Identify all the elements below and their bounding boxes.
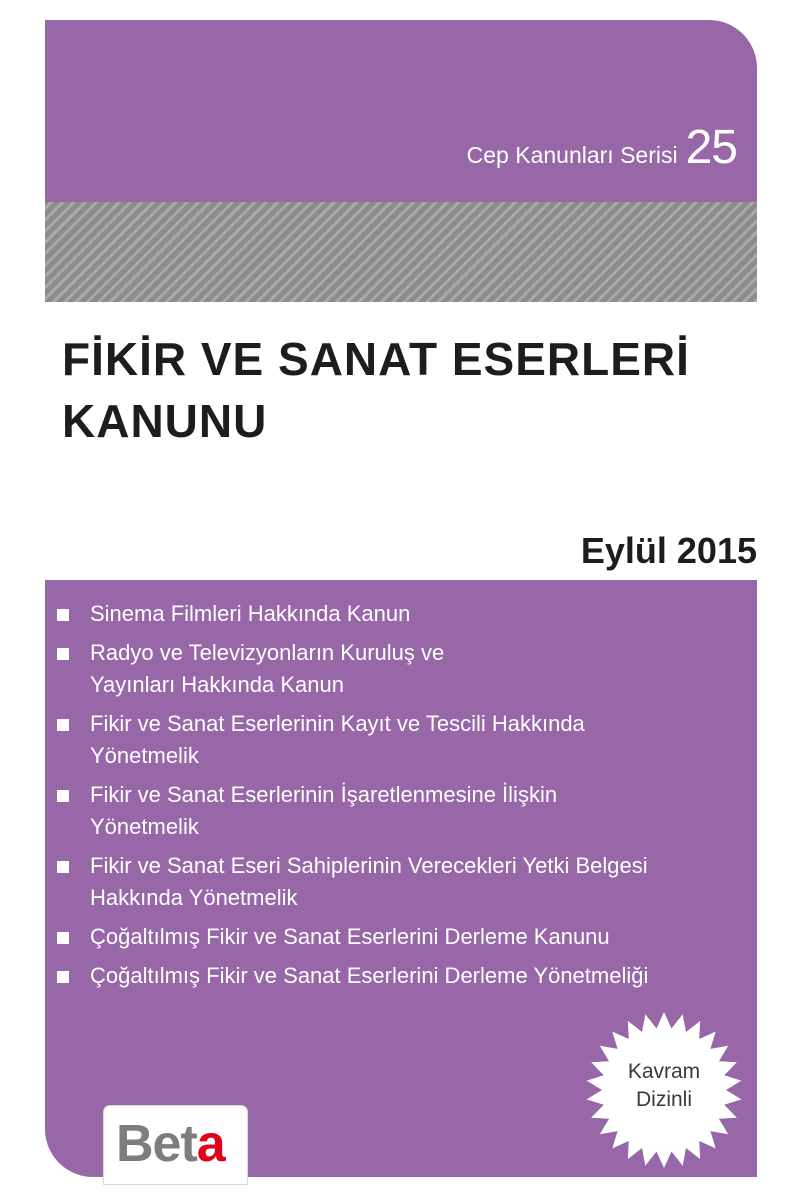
contents-panel bbox=[45, 580, 757, 1177]
series-label: Cep Kanunları Serisi bbox=[466, 142, 678, 168]
logo-part-1: Bet bbox=[116, 1115, 197, 1173]
list-item-text: Çoğaltılmış Fikir ve Sanat Eserlerini Derleme Kanunu bbox=[90, 924, 610, 949]
badge-text: Kavram Dizinli bbox=[627, 1060, 701, 1111]
square-bullet-icon bbox=[57, 971, 69, 983]
title-line-1: FİKİR VE SANAT ESERLERİ bbox=[62, 333, 690, 385]
list-item bbox=[57, 850, 747, 914]
series-number: 25 bbox=[685, 121, 737, 174]
publisher-logo bbox=[104, 1106, 247, 1184]
title-line-2: KANUNU bbox=[62, 395, 268, 447]
square-bullet-icon bbox=[57, 790, 69, 802]
list-item-text: Fikir ve Sanat Eseri Sahiplerinin Verecekleri Yetki Belgesi Hakkında Yönetmelik bbox=[90, 853, 648, 910]
top-header-panel bbox=[45, 20, 757, 202]
series-info bbox=[467, 120, 737, 175]
square-bullet-icon bbox=[57, 932, 69, 944]
list-item bbox=[57, 708, 747, 772]
starburst-badge bbox=[584, 1010, 744, 1170]
list-item bbox=[57, 598, 747, 630]
book-title bbox=[62, 328, 762, 452]
contents-list bbox=[57, 598, 747, 999]
list-item bbox=[57, 637, 747, 701]
striped-band bbox=[45, 202, 757, 302]
list-item-text: Sinema Filmleri Hakkında Kanun bbox=[90, 601, 411, 626]
list-item-text: Çoğaltılmış Fikir ve Sanat Eserlerini Derleme Yönetmeliği bbox=[90, 963, 649, 988]
square-bullet-icon bbox=[57, 719, 69, 731]
list-item bbox=[57, 921, 747, 953]
square-bullet-icon bbox=[57, 648, 69, 660]
list-item bbox=[57, 779, 747, 843]
list-item-text: Fikir ve Sanat Eserlerinin Kayıt ve Tescili Hakkında Yönetmelik bbox=[90, 711, 585, 768]
logo-part-2: a bbox=[196, 1115, 225, 1173]
logo-wordmark bbox=[116, 1114, 225, 1174]
square-bullet-icon bbox=[57, 609, 69, 621]
square-bullet-icon bbox=[57, 861, 69, 873]
publication-date: Eylül 2015 bbox=[580, 530, 757, 571]
list-item-text: Fikir ve Sanat Eserlerinin İşaretlenmesine İlişkin Yönetmelik bbox=[90, 782, 558, 839]
list-item-text: Radyo ve Televizyonların Kuruluş ve Yayınları Hakkında Kanun bbox=[90, 640, 445, 697]
list-item bbox=[57, 960, 747, 992]
